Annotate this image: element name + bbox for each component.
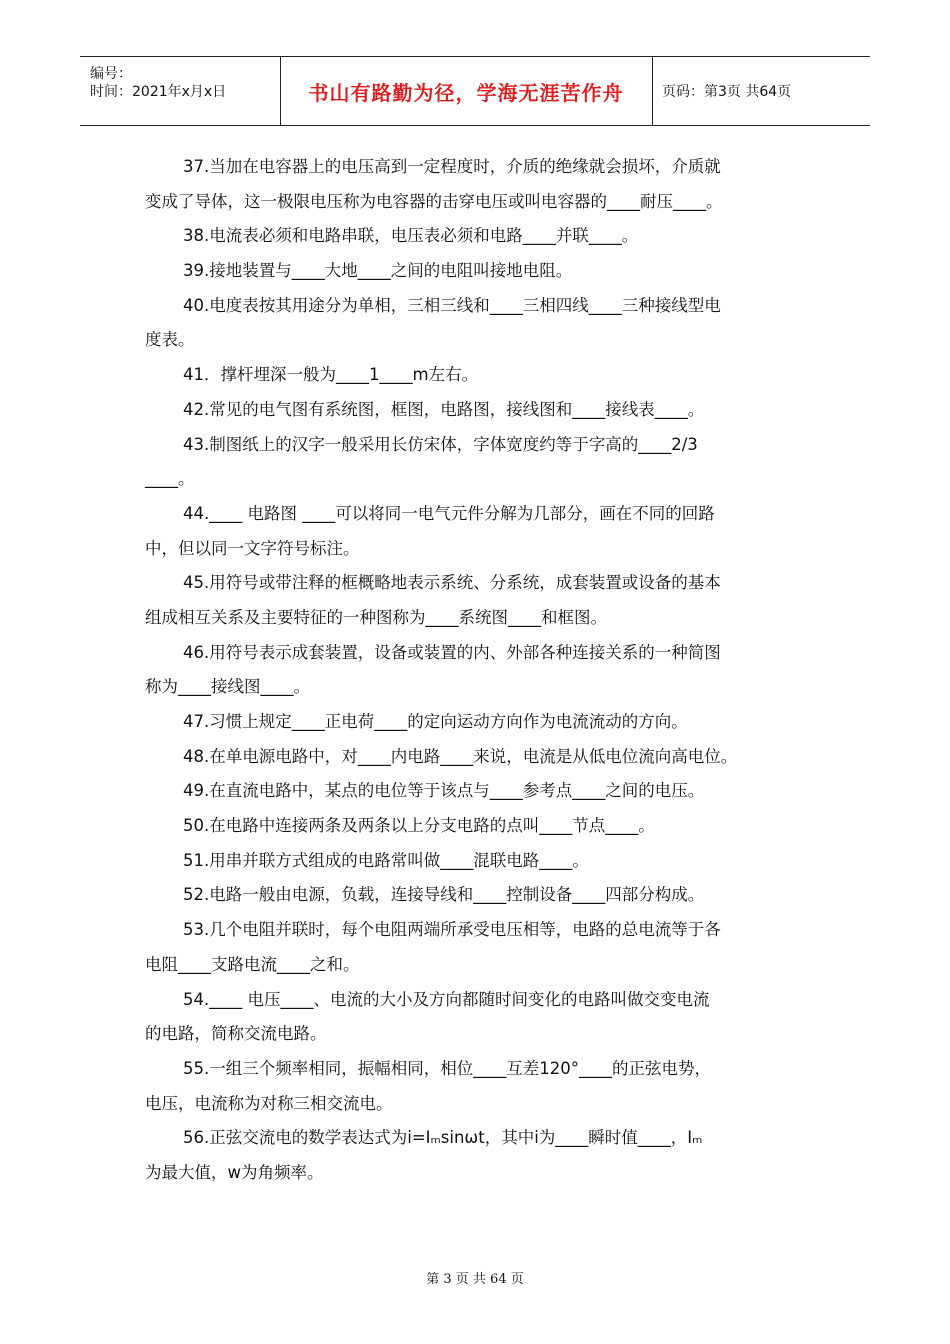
text-line: 为最大值，w为角频率。 — [145, 1162, 324, 1182]
page-footer: 第 3 页 共 64 页 — [426, 1272, 524, 1287]
text-line: 56.正弦交流电的数学表达式为i=Iₘsinωt，其中i为____瞬时值____，Iₘ — [183, 1128, 703, 1148]
text-line: 40.电度表按其用途分为单相，三相三线和____三相四线____三种接线型电 — [183, 295, 721, 315]
text-line: 39.接地装置与____大地____之间的电阻叫接地电阻。 — [183, 261, 573, 281]
text-line: 49.在直流电路中，某点的电位等于该点与____参考点____之间的电压。 — [183, 781, 705, 801]
text-line: 43.制图纸上的汉字一般采用长仿宋体，字体宽度约等于字高的____2/3 — [183, 434, 698, 454]
text-line: 42.常见的电气图有系统图，框图，电路图，接线图和____接线表____。 — [183, 399, 705, 419]
text-line: 37.当加在电容器上的电压高到一定程度时，介质的绝缘就会损坏，介质就 — [183, 157, 721, 176]
text-line: 中，但以同一文字符号标注。 — [145, 538, 360, 558]
text-line: 的电路，简称交流电路。 — [145, 1024, 327, 1044]
serial-label: 编号： — [90, 66, 132, 82]
text-line: 电阻____支路电流____之和。 — [145, 954, 360, 974]
text-line: 47.习惯上规定____正电荷____的定向运动方向作为电流流动的方向。 — [183, 712, 688, 731]
motto: 书山有路勤为径，学海无涯苦作舟 — [308, 80, 624, 105]
header-motto-cell — [280, 57, 653, 125]
text-line: 46.用符号表示成套装置，设备或装置的内、外部各种连接关系的一种简图 — [183, 642, 721, 662]
text-line: 称为____接线图____。 — [145, 677, 310, 697]
text-line: 45.用符号或带注释的框概略地表示系统、分系统，成套装置或设备的基本 — [183, 573, 721, 593]
text-line: 44.____ 电路图 ____可以将同一电气元件分解为几部分，画在不同的回路 — [183, 503, 715, 523]
document-body — [145, 150, 815, 1191]
header-page-cell — [652, 57, 870, 125]
page-header — [80, 56, 870, 126]
text-line: 53.几个电阻并联时，每个电阻两端所承受电压相等，电路的总电流等于各 — [183, 920, 721, 940]
text-line: 41．撑杆埋深一般为____1____m左右。 — [183, 365, 479, 385]
header-meta-cell — [80, 57, 281, 125]
text-line: 变成了导体，这一极限电压称为电容器的击穿电压或叫电容器的____耐压____。 — [145, 191, 723, 211]
text-line: 38.电流表必须和电路串联，电压表必须和电路____并联____。 — [183, 226, 639, 246]
text-line: 48.在单电源电路中，对____内电路____来说，电流是从低电位流向高电位。 — [183, 746, 738, 766]
text-line: 度表。 — [145, 330, 195, 350]
text-line: 52.电路一般由电源，负载，连接导线和____控制设备____四部分构成。 — [183, 885, 705, 905]
text-line: 组成相互关系及主要特征的一种图称为____系统图____和框图。 — [145, 607, 607, 627]
date-label: 时间：2021年x月x日 — [90, 84, 227, 100]
text-line: 51.用串并联方式组成的电路常叫做____混联电路____。 — [183, 850, 589, 870]
text-line: 54.____ 电压____、电流的大小及方向都随时间变化的电路叫做交变电流 — [183, 989, 710, 1009]
text-line: 55.一组三个频率相同，振幅相同，相位____互差120°____的正弦电势， — [183, 1058, 711, 1078]
text-line: 50.在电路中连接两条及两条以上分支电路的点叫____节点____。 — [183, 816, 655, 836]
page-info: 页码：第3页 共64页 — [662, 84, 792, 100]
text-line: ____。 — [145, 469, 195, 489]
text-line: 电压，电流称为对称三相交流电。 — [145, 1093, 393, 1113]
